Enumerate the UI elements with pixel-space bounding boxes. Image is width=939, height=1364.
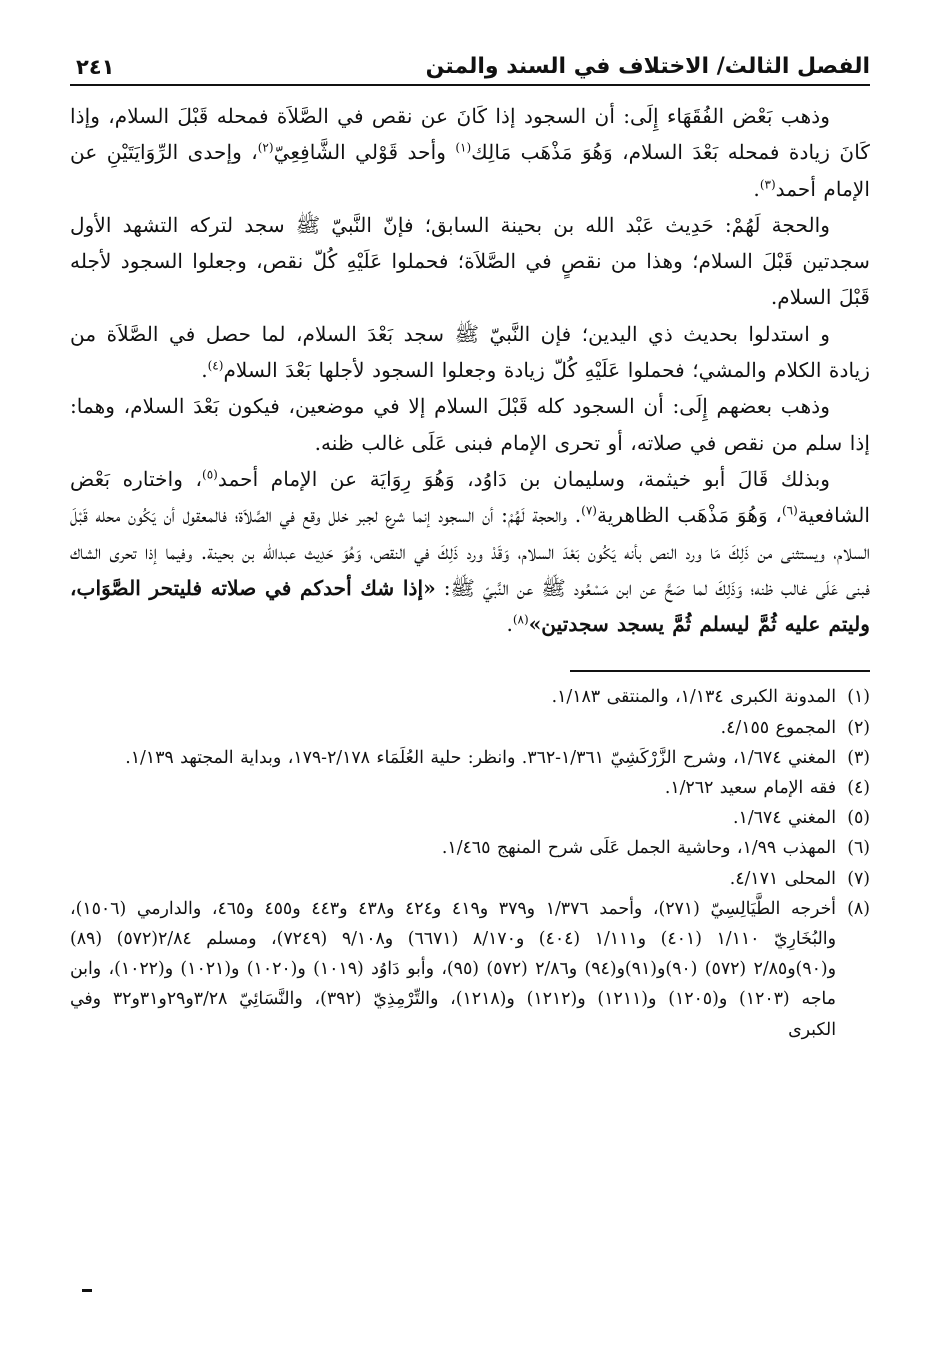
footnote-ref-4: (٤) bbox=[207, 358, 224, 373]
paragraph-5 bbox=[70, 461, 870, 642]
paragraph-5-text-d: . والحجة لَهُمْ: أن السجود إنما شرع لجبر خلل وقع في الصَّلاَة؛ فالمعقول أن يَكُون محله قَبْلَ السلام، ويستثنى من ذَلِكَ مَا ورد النص بأنه يَكُون بَعْدَ السلام، وَقَدْ ورد ذَلِكَ في النقص، وَهُوَ حَدِيث عبدالله بن بحينة. وفيما إذا تحرى الشاك فبنى عَلَى غالب ظنه؛ وَذَلِكَ لما صَحَّ عن ابن مَسْعُود ﷺ عن النَّبيّ ﷺ: bbox=[70, 503, 870, 600]
paragraph-5-text-e: . bbox=[506, 612, 513, 637]
footnote-ref-8: (٨) bbox=[512, 612, 529, 627]
footnote-ref-3: (٣) bbox=[759, 176, 776, 191]
footnote-number: (٣) bbox=[847, 747, 870, 768]
main-text bbox=[70, 98, 870, 642]
paragraph-5-text: وبذلك قَالَ أبو خيثمة، وسليمان بن دَاوُد، وَهُوَ رِوَايَة عن الإمام أحمد bbox=[217, 466, 830, 491]
footnote-ref-6: (٦) bbox=[781, 503, 798, 518]
footnote-ref-2: (٢) bbox=[257, 140, 274, 155]
footnote-ref-7: (٧) bbox=[581, 503, 597, 518]
footnote-text: فقه الإمام سعيد ١/٢٦٢. bbox=[664, 778, 836, 799]
paragraph-1-text-d: . bbox=[753, 176, 760, 201]
paragraph-3-text-b: . bbox=[201, 358, 208, 383]
footnote-text: المغني ١/٦٧٤، وشرح الزَّرْكَشِيّ ١/٣٦١-٣٦٢. وانظر: حلية العُلَمَاء ٢/١٧٨-١٧٩، وبداية المجتهد ١/١٣٩. bbox=[125, 747, 836, 768]
footnote-5 bbox=[70, 803, 870, 833]
running-title: الفصل الثالث/ الاختلاف في السند والمتن bbox=[425, 54, 870, 79]
document-page bbox=[70, 42, 870, 1045]
footnote-text: المغني ١/٦٧٤. bbox=[733, 808, 836, 829]
footnote-text: المدونة الكبرى ١/١٣٤، والمنتقى ١/١٨٣. bbox=[551, 687, 836, 708]
footnote-number: (٥) bbox=[847, 808, 870, 829]
paragraph-1-text-c: ، وإحدى الرِّوَايَتَيْنِ عن الإمام أحمد bbox=[70, 140, 870, 201]
hadith-quote: «إذا شك أحدكم في صلاته فليتحر الصَّوَاب، وليتم عليه ثُمَّ ليسلم ثُمَّ يسجد سجدتين» bbox=[70, 575, 870, 637]
footnote-8 bbox=[70, 894, 870, 1045]
paragraph-1-text: وذهب بَعْض الفُقَهَاء إِلَى: أن السجود إذا كَانَ عن نقص في الصَّلاَة فمحله قَبْلَ السلام، وإذا كَانَ زيادة فمحله بَعْدَ السلام، وَهُوَ مَذْهَب مَالِك bbox=[70, 104, 870, 165]
footnote-ref-5: (٥) bbox=[202, 467, 218, 482]
footnote-6 bbox=[70, 833, 870, 863]
continuation-mark bbox=[82, 1289, 92, 1292]
footnote-text: أخرجه الطَّيَالِسِيّ (٢٧١)، وأحمد ١/٣٧٦ و٣٧٩ و٤١٩ و٤٢٤ و٤٣٨ و٤٤٣ و٤٥٥ و٤٦٥، والدارمي (١٥٠٦)، والبُخَارِيّ ١/١١٠ (٤٠١) و١/١١١ (٤٠٤) و٨/١٧٠ (٦٦٧١) و٩/١٠٨ (٧٢٤٩)، ومسلم ٢/٨٤(٥٧٢) (٨٩) و(٩٠)و٢/٨٥ (٥٧٢) (٩٠)و(٩١)و(٩٤) و٢/٨٦ (٥٧٢) (٩٥)، وأبو دَاوُد (١٠١٩) و(١٠٢٠) و(١٠٢١) و(١٠٢٢)، وابن ماجه (١٢٠٣) و(١٢٠٥) و(١٢١١) و(١٢١٢) و(١٢١٨)، والتِّرْمِذِيّ (٣٩٢)، والنَّسَائِيّ ٣/٢٨و٢٩و٣١و٣٢ وفي الكبرى bbox=[70, 898, 836, 1040]
paragraph-3-text: و استدلوا بحديث ذي اليدين؛ فإن النَّبيّ ﷺ سجد بَعْدَ السلام، لما حصل في الصَّلاَة من زيادة الكلام والمشي؛ فحملوا عَلَيْهِ كُلّ زيادة وجعلوا السجود لأجلها بَعْدَ السلام bbox=[70, 321, 870, 383]
paragraph-1 bbox=[70, 98, 870, 207]
page-header bbox=[70, 42, 870, 86]
paragraph-4: وذهب بعضهم إِلَى: أن السجود كله قَبْلَ السلام إلا في موضعين، فيكون بَعْدَ السلام، وهما: إذا سلم من نقص في صلاته، أو تحرى الإمام فبنى عَلَى غالب ظنه. bbox=[70, 394, 870, 455]
footnote-separator-wrap bbox=[70, 642, 870, 672]
footnote-number: (٢) bbox=[847, 717, 870, 738]
footnote-text: المجموع ٤/١٥٥. bbox=[720, 717, 836, 738]
footnote-number: (٦) bbox=[847, 838, 870, 859]
footnote-4 bbox=[70, 773, 870, 803]
footnote-separator bbox=[570, 670, 870, 672]
page-number: ٢٤١ bbox=[76, 55, 115, 79]
footnote-1 bbox=[70, 682, 870, 712]
footnote-number: (١) bbox=[847, 687, 870, 708]
paragraph-1-text-b: وأحد قَوْلي الشَّافِعِيّ bbox=[273, 140, 456, 165]
footnote-text: المحلى ٤/١٧١. bbox=[729, 868, 836, 889]
paragraph-3 bbox=[70, 316, 870, 389]
paragraph-5-text-b: ، واختاره بَعْض الشافعية bbox=[70, 466, 871, 528]
footnote-text: المهذب ١/٩٩، وحاشية الجمل عَلَى شرح المنهج ١/٤٦٥. bbox=[441, 838, 836, 859]
footnote-ref-1: (١) bbox=[455, 140, 472, 155]
paragraph-2: والحجة لَهُمْ: حَدِيث عَبْد الله بن بحينة السابق؛ فإنّ النَّبيّ ﷺ سجد لتركه التشهد الأول سجدتين قَبْلَ السلام؛ وهذا من نقصٍ في الصَّلاَة؛ فحملوا عَلَيْهِ كُلّ نقص، وجعلوا السجود لأجله قَبْلَ السلام. bbox=[70, 212, 870, 310]
footnote-number: (٤) bbox=[847, 778, 870, 799]
footnote-2 bbox=[70, 713, 870, 743]
footnote-7 bbox=[70, 864, 870, 894]
footnote-number: (٧) bbox=[847, 868, 870, 889]
footnote-number: (٨) bbox=[847, 898, 870, 919]
paragraph-5-text-c: ، وَهُوَ مَذْهَب الظاهرية bbox=[596, 503, 782, 528]
footnotes bbox=[70, 682, 870, 1044]
footnote-3 bbox=[70, 743, 870, 773]
